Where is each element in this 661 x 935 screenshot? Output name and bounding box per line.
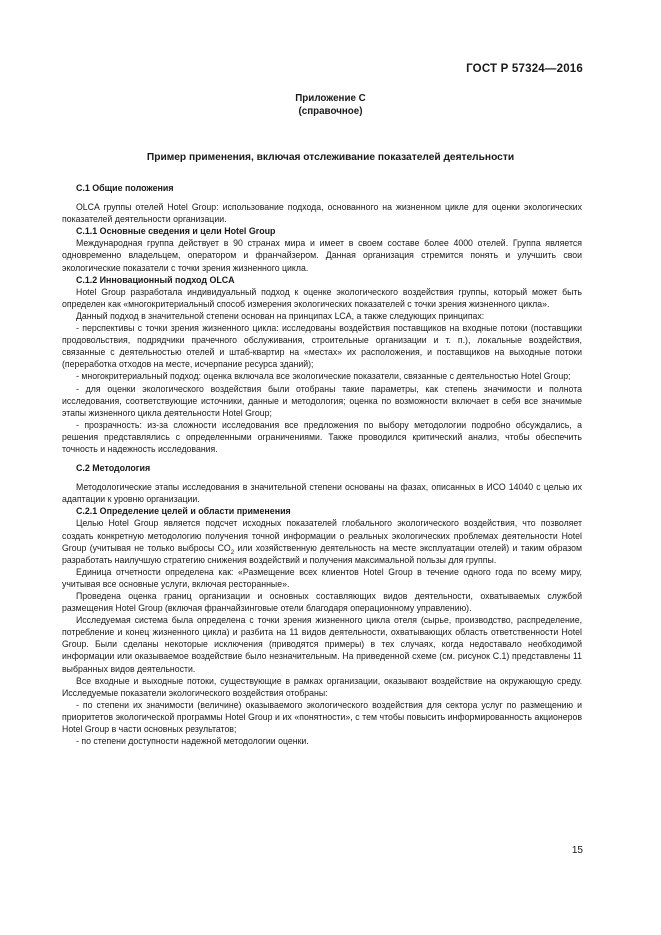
paragraph: Единица отчетности определена как: «Размещение всех клиентов Hotel Group в течение одного года по всему миру, учитывая все основные услуги, включая ресторанные». [62, 566, 582, 589]
subsection-heading-c21: С.2.1 Определение целей и области применения [76, 506, 291, 517]
paragraph: Данный подход в значительной степени основан на принципах LCA, а также следующих принципах: [76, 310, 485, 321]
appendix-heading [0, 92, 661, 118]
paragraph: Hotel Group разработала индивидуальный подход к оценке экологического воздействия группы, который может быть определен как «многокритериальный способ измерения экологических показателей с точки зрения жизненного цикла». [62, 286, 582, 309]
list-item: - прозрачность: из-за сложности исследования все предложения по выбору методологии подробно обсуждались, а решения представлялись с определенными ограничениями. Также проводился критический анализ, чтобы обеспечить точность и надежность исследования. [62, 419, 582, 454]
paragraph: Проведена оценка границ организации и основных составляющих видов деятельности, охватываемых службой размещения Hotel Group (включая франчайзинговые отели благодаря операционному управлению). [62, 591, 582, 614]
page-number: 15 [571, 845, 583, 856]
appendix-title: Приложение С [295, 93, 366, 104]
paragraph: Исследуемая система была определена с точки зрения жизненного цикла отеля (сырье, производство, распределение, потребление и конец жизненного цикла) и разбита на 11 видов деятельности, охватывающих область ответственности Hotel Group. Были сделаны некоторые исключения (приводятся примеры) в тех случаях, когда недоставало необходимой информации или оказываемое воздействие было незначительным. На приведенной схеме (см. рисунок С.1) представлены 11 выбранных видов деятельности. [62, 615, 582, 674]
document-body [62, 182, 582, 747]
section-heading-c2: С.2 Методология [76, 463, 151, 474]
paragraph: Все входные и выходные потоки, существующие в рамках организации, оказывают воздействие на окружающую среду. Исследуемые показатели экологического воздействия отобраны: [62, 675, 582, 698]
appendix-note: (справочное) [298, 106, 363, 117]
list-item: - многокритериальный подход: оценка включала все экологические показатели, связанные с деятельностью Hotel Group; [76, 371, 571, 382]
list-item: - для оценки экологического воздействия были отобраны такие параметры, как степень значимости и полнота исследования, соответствующие источники, данные и методология; оценка по возможности включает в себя все значимые этапы жизненного цикла деятельности Hotel Group; [62, 383, 582, 418]
section-heading-c1: С.1 Общие положения [76, 183, 174, 193]
list-item: - по степени их значимости (величине) оказываемого экологического воздействия для сектора услуг по размещению и приоритетов экологической программы Hotel Group и их «понятности», с тем чтобы повысить информированность акционеров Hotel Group в части основных результатов; [62, 699, 582, 735]
paragraph: Методологические этапы исследования в значительной степени основаны на фазах, описанных в ИСО 14040 с целью их адаптации к уровню организации. [62, 482, 582, 505]
subsection-heading-c11: С.1.1 Основные сведения и цели Hotel Group [76, 226, 276, 237]
list-item: - по степени доступности надежной методологии оценки. [76, 736, 309, 747]
paragraph: OLCA группы отелей Hotel Group: использование подхода, основанного на жизненном цикле для оценки экологических показателей деятельности организации. [62, 202, 582, 225]
paragraph: Целью Hotel Group является подсчет исходных показателей глобального экологического воздействия, что позволяет создать конкретную методологию получения точной информации о реальных экологических проблемах деятельности Hotel Group (учитывая не только выбросы $CO_2$ или хозяйственную деятельность на месте эксплуатации отелей) и таким образом разработать наилучшую стратегию снижения воздействий и получения максимальной пользы для группы. [62, 518, 583, 565]
list-item: - перспективы с точки зрения жизненного цикла: исследованы воздействия поставщиков на входные потоки (поставщики продовольствия, подрядчики прачечного обслуживания, строительные организации и т. п.), локальные воздействия, связанные с деятельностью отелей и штаб-квартир на «местах» их расположения, и поставщиков на выходные потоки (переработка отходов на месте, исчерпание ресурса зданий); [62, 323, 582, 370]
standard-number: ГОСТ Р 57324—2016 [466, 63, 583, 75]
paragraph: Международная группа действует в 90 странах мира и имеет в своем составе более 4000 отелей. Группа является одновременно владельцем, оператором и франчайзером. Данная организация стремится понять и улучшить свои экологические показатели с точки зрения жизненного цикла. [62, 238, 582, 273]
subsection-heading-c12: С.1.2 Инновационный подход OLCA [76, 274, 235, 285]
document-title: Пример применения, включая отслеживание показателей деятельности [146, 152, 515, 163]
